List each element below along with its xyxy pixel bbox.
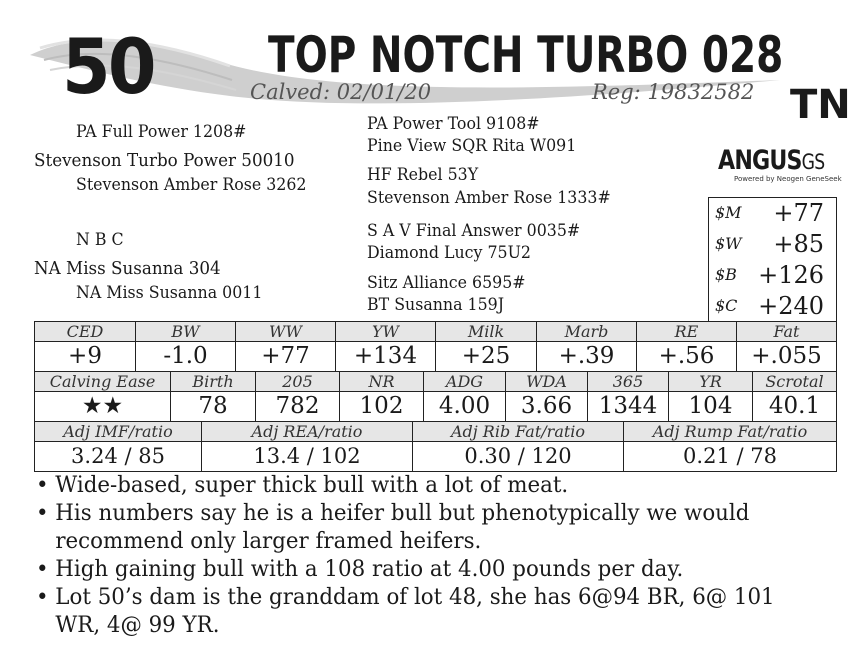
epd-value: +134 xyxy=(336,342,436,372)
performance-header: NR xyxy=(340,372,424,392)
performance-value: 104 xyxy=(669,392,753,422)
pedigree-third-gen: Sitz Alliance 6595# xyxy=(367,273,526,293)
dollar-label: $C xyxy=(715,296,738,315)
performance-header: 205 xyxy=(256,372,340,392)
dollar-label: $W xyxy=(715,234,742,253)
pedigree-sire: Stevenson Turbo Power 50010 xyxy=(34,150,295,171)
epd-header: CED xyxy=(35,322,136,342)
epd-table xyxy=(34,321,837,372)
epd-header: YW xyxy=(336,322,436,342)
state-code: TN xyxy=(790,82,851,128)
dollar-value: +85 xyxy=(773,230,824,258)
pedigree-dam: NA Miss Susanna 304 xyxy=(34,258,221,279)
ultrasound-header: Adj IMF/ratio xyxy=(35,422,202,442)
epd-header: Milk xyxy=(436,322,537,342)
calved-date: Calved: 02/01/20 xyxy=(250,80,432,104)
pedigree-third-gen: Pine View SQR Rita W091 xyxy=(367,136,577,156)
comment-item: • Wide-based, super thick bull with a lot of meat. xyxy=(35,473,569,498)
animal-name: TOP NOTCH TURBO 028 xyxy=(268,26,784,84)
dollar-label: $M xyxy=(715,203,742,222)
pedigree-third-gen: Stevenson Amber Rose 1333# xyxy=(367,188,611,208)
ultrasound-value: 3.24 / 85 xyxy=(35,442,202,472)
logo-text: ANGUSGS xyxy=(718,145,825,176)
logo-tagline: Powered by Neogen GeneSeek xyxy=(734,175,842,183)
ultrasound-value: 0.21 / 78 xyxy=(624,442,837,472)
registration-number: Reg: 19832582 xyxy=(592,80,755,104)
ultrasound-value-row xyxy=(35,442,837,472)
pedigree-sire-sire: PA Full Power 1208# xyxy=(76,122,247,142)
comment-item: • Lot 50’s dam is the granddam of lot 48, she has 6@94 BR, 6@ 101 WR, 4@ 99 YR. xyxy=(35,585,775,638)
calving-ease-stars: ★★ xyxy=(35,392,171,422)
epd-value: +77 xyxy=(236,342,336,372)
epd-header: BW xyxy=(136,322,236,342)
performance-value: 102 xyxy=(340,392,424,422)
comment-item: • High gaining bull with a 108 ratio at 4.00 pounds per day. xyxy=(35,557,684,582)
performance-table xyxy=(34,371,837,422)
ultrasound-header: Adj REA/ratio xyxy=(202,422,413,442)
ultrasound-value: 0.30 / 120 xyxy=(413,442,624,472)
performance-value: 1344 xyxy=(588,392,669,422)
performance-value: 782 xyxy=(256,392,340,422)
comment-item: • His numbers say he is a heifer bull but phenotypically we would recommend only larger framed heifers. xyxy=(35,501,750,554)
lot-number: 50 xyxy=(62,22,154,111)
epd-value: +9 xyxy=(35,342,136,372)
ultrasound-value: 13.4 / 102 xyxy=(202,442,413,472)
ultrasound-header-row xyxy=(35,422,837,442)
epd-value: +.055 xyxy=(737,342,837,372)
dollar-value: +77 xyxy=(773,199,824,227)
dollar-row xyxy=(709,260,836,291)
performance-header: Birth xyxy=(171,372,256,392)
dollar-label: $B xyxy=(715,265,737,284)
pedigree-third-gen: PA Power Tool 9108# xyxy=(367,114,540,134)
epd-header: Marb xyxy=(537,322,637,342)
pedigree-third-gen: BT Susanna 159J xyxy=(367,295,505,315)
pedigree-third-gen: HF Rebel 53Y xyxy=(367,165,479,185)
performance-value-row xyxy=(35,392,837,422)
performance-header: Calving Ease xyxy=(35,372,171,392)
epd-value-row xyxy=(35,342,837,372)
dollar-row xyxy=(709,229,836,260)
dollar-value: +126 xyxy=(758,261,824,289)
comments-list xyxy=(34,472,844,640)
dollar-value: +240 xyxy=(758,292,824,320)
epd-value: +.39 xyxy=(537,342,637,372)
dollar-row xyxy=(709,198,836,229)
pedigree-third-gen: Diamond Lucy 75U2 xyxy=(367,243,531,263)
epd-header-row xyxy=(35,322,837,342)
dollar-row xyxy=(709,291,836,322)
ultrasound-header: Adj Rib Fat/ratio xyxy=(413,422,624,442)
performance-header: 365 xyxy=(588,372,669,392)
performance-header: ADG xyxy=(424,372,506,392)
epd-header: Fat xyxy=(737,322,837,342)
epd-header: WW xyxy=(236,322,336,342)
performance-header-row xyxy=(35,372,837,392)
ultrasound-table xyxy=(34,421,837,472)
epd-value: -1.0 xyxy=(136,342,236,372)
performance-value: 4.00 xyxy=(424,392,506,422)
epd-header: RE xyxy=(637,322,737,342)
dollar-value-box xyxy=(708,197,837,323)
performance-header: WDA xyxy=(506,372,588,392)
epd-value: +25 xyxy=(436,342,537,372)
pedigree-sire-dam: Stevenson Amber Rose 3262 xyxy=(76,175,307,195)
pedigree-dam-dam: NA Miss Susanna 0011 xyxy=(76,283,263,303)
performance-header: Scrotal xyxy=(753,372,837,392)
performance-value: 3.66 xyxy=(506,392,588,422)
performance-value: 40.1 xyxy=(753,392,837,422)
pedigree-dam-sire: N B C xyxy=(76,230,124,250)
ultrasound-header: Adj Rump Fat/ratio xyxy=(624,422,837,442)
pedigree-third-gen: S A V Final Answer 0035# xyxy=(367,221,581,241)
performance-header: YR xyxy=(669,372,753,392)
angus-gs-logo xyxy=(716,143,842,187)
performance-value: 78 xyxy=(171,392,256,422)
epd-value: +.56 xyxy=(637,342,737,372)
